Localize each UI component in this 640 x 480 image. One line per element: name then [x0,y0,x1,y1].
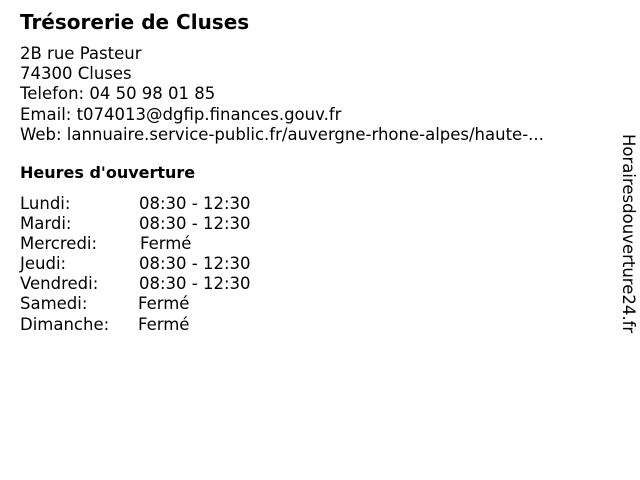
day-hours: Fermé [138,294,190,314]
day-label: Mercredi: [20,234,98,254]
day-hours: 08:30 - 12:30 [139,274,251,294]
day-label: Samedi: [20,294,88,314]
day-hours: Fermé [140,234,192,254]
day-hours: 08:30 - 12:30 [139,194,251,213]
opening-hours-heading: Heures d'ouverture [20,163,196,182]
day-hours: 08:30 - 12:30 [139,254,251,274]
day-hours: Fermé [138,314,190,334]
day-label: Lundi: [20,194,71,213]
office-contact-block [20,44,544,145]
office-name: Trésorerie de Cluses [20,10,250,34]
day-label: Dimanche: [20,314,110,334]
office-street: 2B rue Pasteur [20,44,142,63]
day-label: Mardi: [20,214,72,234]
office-website: Web: lannuaire.service-public.fr/auvergne-rhone-alpes/haute-... [20,124,544,144]
office-phone: Telefon: 04 50 98 01 85 [20,84,216,104]
day-hours: 08:30 - 12:30 [139,214,251,234]
office-city: 74300 Cluses [20,64,132,84]
site-brand-text: Horairesdouverture24.fr [619,134,638,334]
day-label: Vendredi: [20,274,99,294]
day-label: Jeudi: [20,254,67,274]
office-email: Email: t074013@dgfip.finances.gouv.fr [20,104,342,124]
